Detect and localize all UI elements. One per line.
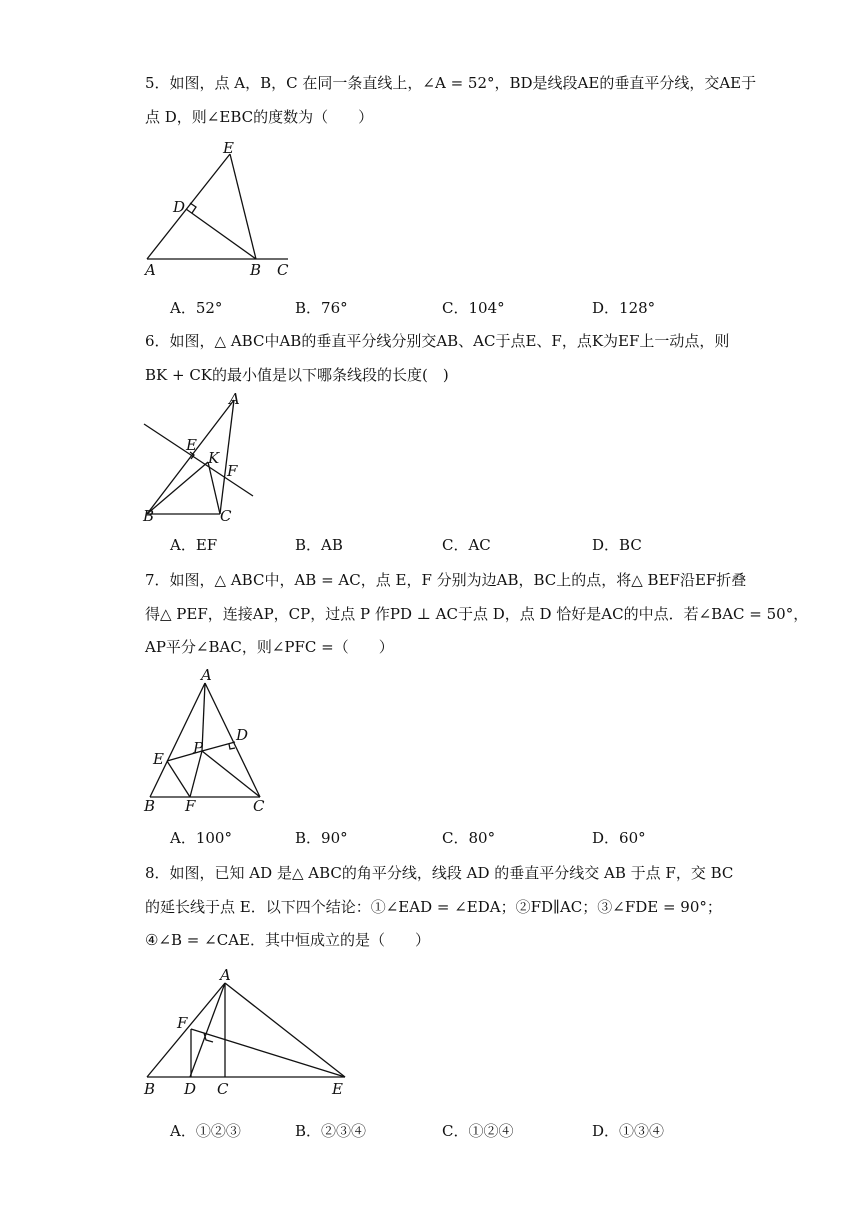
q7-figure <box>140 665 275 815</box>
q5-label-B: B <box>250 261 262 279</box>
q8-label-C: C <box>217 1080 229 1098</box>
q6-option-d[interactable]: D．BC <box>592 536 642 554</box>
q7-stem-line-1: 7．如图，△ ABC中，AB = AC，点 E，F 分别为边AB，BC上的点，将△ BEF沿EF折叠 <box>145 571 747 589</box>
q8-option-c[interactable]: C．①②④ <box>442 1122 514 1140</box>
q8-option-b[interactable]: B．②③④ <box>295 1122 367 1140</box>
q7-label-C: C <box>253 797 265 815</box>
q5-option-d[interactable]: D．128° <box>592 299 656 317</box>
q5-label-E: E <box>223 139 234 157</box>
q5-stem-line-2: 点 D，则∠EBC的度数为（ ） <box>145 108 374 126</box>
q8-label-E: E <box>332 1080 343 1098</box>
q6-label-A: A <box>229 390 240 408</box>
q7-label-A: A <box>201 666 212 684</box>
q7-option-d[interactable]: D．60° <box>592 829 646 847</box>
q5-label-C: C <box>277 261 289 279</box>
q8-stem-line-1: 8．如图，已知 AD 是△ ABC的角平分线，线段 AD 的垂直平分线交 AB 于点 F，交 BC <box>145 864 734 882</box>
q5-figure <box>140 138 310 280</box>
q5-option-c[interactable]: C．104° <box>442 299 505 317</box>
q6-label-K: K <box>208 449 220 467</box>
q8-label-B: B <box>144 1080 156 1098</box>
q8-label-A: A <box>220 966 231 984</box>
q7-stem-line-3: AP平分∠BAC，则∠PFC =（ ） <box>145 638 394 656</box>
q7-option-c[interactable]: C．80° <box>442 829 496 847</box>
q7-option-a[interactable]: A．100° <box>170 829 232 847</box>
q6-option-a[interactable]: A．EF <box>170 536 218 554</box>
q6-label-B: B <box>143 507 155 525</box>
q8-figure <box>140 962 355 1102</box>
q7-stem-line-2: 得△ PEF，连接AP，CP，过点 P 作PD ⊥ AC于点 D，点 D 恰好是AC的中点．若∠BAC = 50°， <box>145 605 809 623</box>
q5-option-a[interactable]: A．52° <box>170 299 223 317</box>
q7-label-B: B <box>144 797 156 815</box>
q7-option-b[interactable]: B．90° <box>295 829 348 847</box>
q6-stem-line-2: BK + CK的最小值是以下哪条线段的长度( ) <box>145 366 449 384</box>
q6-option-b[interactable]: B．AB <box>295 536 343 554</box>
q6-label-C: C <box>220 507 232 525</box>
q6-option-c[interactable]: C．AC <box>442 536 491 554</box>
q6-label-E: E <box>186 436 197 454</box>
q7-label-P: P <box>193 739 204 757</box>
q8-label-F: F <box>177 1014 188 1032</box>
q8-stem-line-2: 的延长线于点 E．以下四个结论：①∠EAD = ∠EDA；②FD∥AC；③∠FDE = 90°； <box>145 898 722 916</box>
q6-label-F: F <box>227 462 238 480</box>
q5-label-A: A <box>145 261 156 279</box>
q6-figure <box>140 390 265 528</box>
q7-label-D: D <box>236 726 249 744</box>
q8-option-d[interactable]: D．①③④ <box>592 1122 665 1140</box>
q8-stem-line-3: ④∠B = ∠CAE．其中恒成立的是（ ） <box>145 931 430 949</box>
q6-stem-line-1: 6．如图，△ ABC中AB的垂直平分线分别交AB、AC于点E、F，点K为EF上一动点，则 <box>145 332 730 350</box>
q8-label-D: D <box>184 1080 197 1098</box>
q5-stem-line-1: 5．如图，点 A，B，C 在同一条直线上，∠A = 52°，BD是线段AE的垂直平分线，交AE于 <box>145 74 757 92</box>
q7-label-F: F <box>185 797 196 815</box>
q7-label-E: E <box>153 750 164 768</box>
q5-label-D: D <box>173 198 186 216</box>
q5-option-b[interactable]: B．76° <box>295 299 348 317</box>
q8-option-a[interactable]: A．①②③ <box>170 1122 241 1140</box>
